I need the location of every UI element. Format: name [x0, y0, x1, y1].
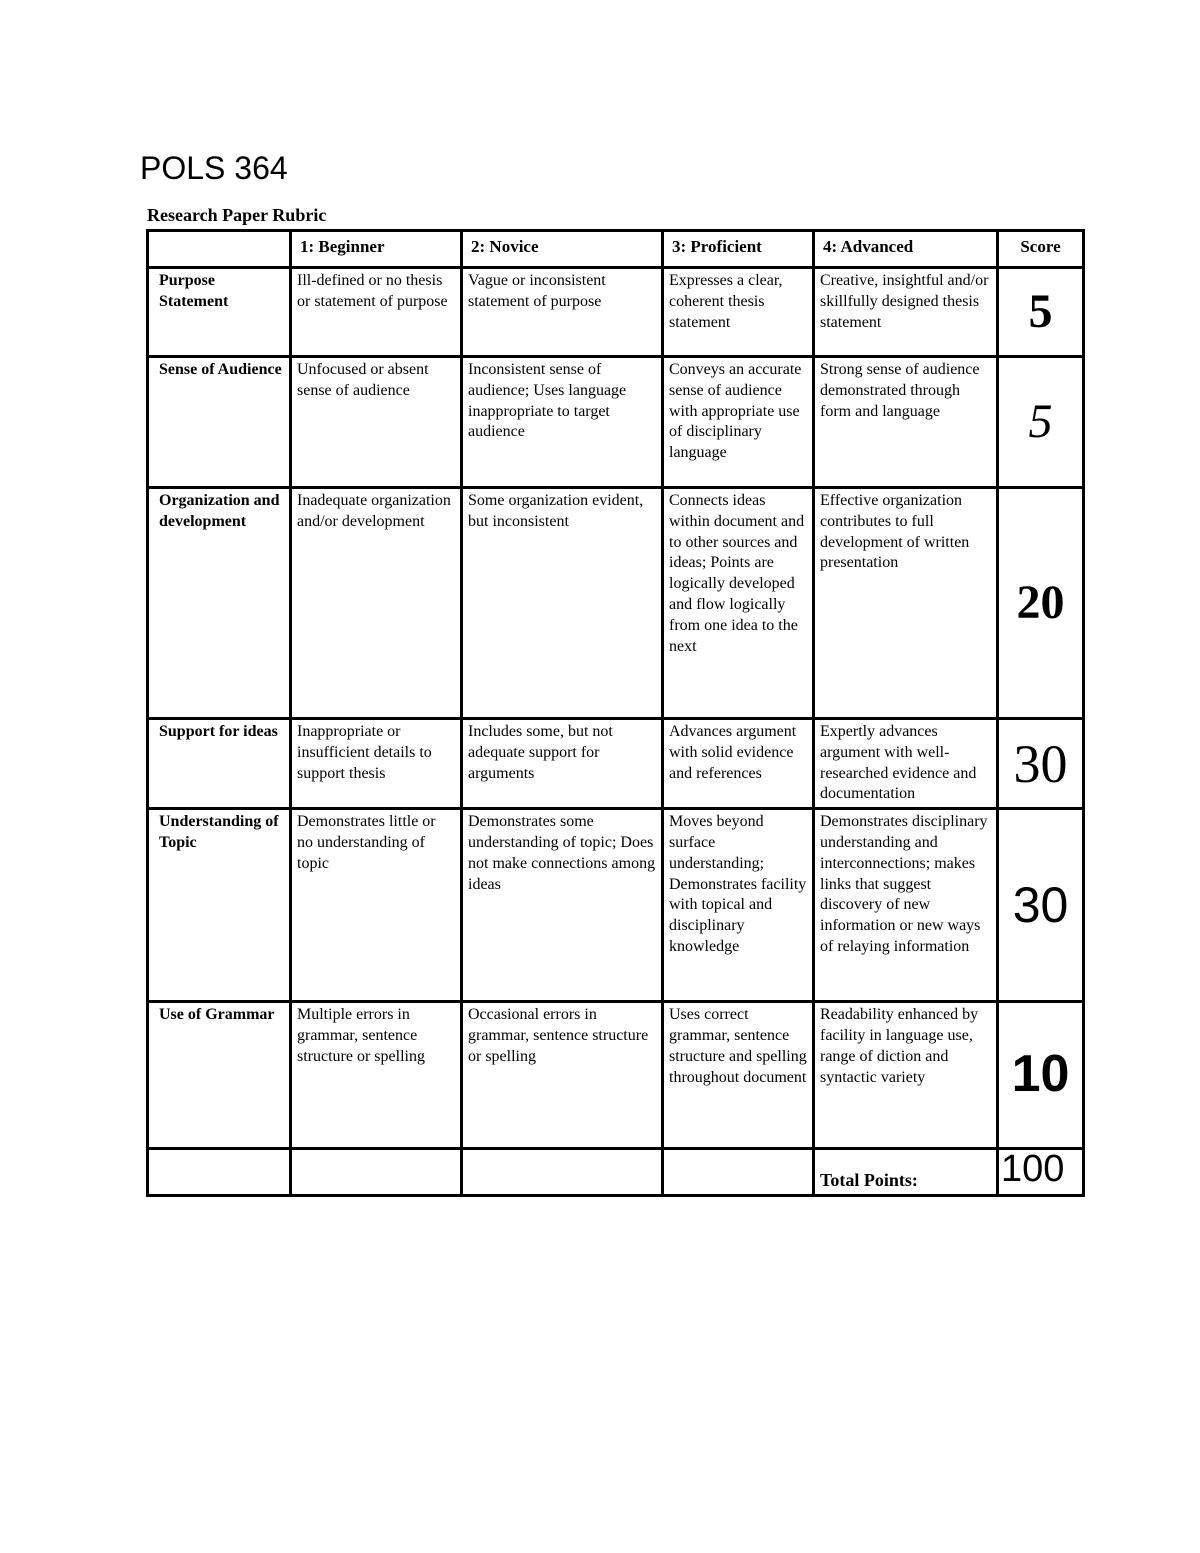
rubric-table — [146, 229, 1085, 1197]
beginner-descriptor: Unfocused or absent sense of audience — [291, 357, 462, 488]
header-score: Score — [998, 231, 1084, 268]
total-empty-cell — [663, 1149, 814, 1196]
beginner-descriptor: Inadequate organization and/or development — [291, 488, 462, 719]
novice-descriptor: Some organization evident, but inconsistent — [462, 488, 663, 719]
total-points-value: 100 — [998, 1149, 1084, 1196]
proficient-descriptor: Conveys an accurate sense of audience with appropriate use of disciplinary language — [663, 357, 814, 488]
table-row — [148, 268, 1084, 357]
score-value: 30 — [998, 809, 1084, 1002]
header-cell-empty — [148, 231, 291, 268]
document-subtitle: Research Paper Rubric — [147, 205, 327, 225]
proficient-descriptor: Uses correct grammar, sentence structure and spelling throughout document — [663, 1002, 814, 1149]
proficient-descriptor: Expresses a clear, coherent thesis statement — [663, 268, 814, 357]
novice-descriptor: Includes some, but not adequate support for arguments — [462, 719, 663, 809]
beginner-descriptor: Inappropriate or insufficient details to support thesis — [291, 719, 462, 809]
score-value: 5 — [998, 357, 1084, 488]
advanced-descriptor: Expertly advances argument with well-researched evidence and documentation — [814, 719, 998, 809]
advanced-descriptor: Creative, insightful and/or skillfully designed thesis statement — [814, 268, 998, 357]
table-row — [148, 719, 1084, 809]
criterion-label: Support for ideas — [148, 719, 291, 809]
total-empty-cell — [462, 1149, 663, 1196]
criterion-label: Use of Grammar — [148, 1002, 291, 1149]
advanced-descriptor: Effective organization contributes to full development of written presentation — [814, 488, 998, 719]
novice-descriptor: Occasional errors in grammar, sentence structure or spelling — [462, 1002, 663, 1149]
score-value: 10 — [998, 1002, 1084, 1149]
total-points-label: Total Points: — [814, 1149, 998, 1196]
beginner-descriptor: Ill-defined or no thesis or statement of purpose — [291, 268, 462, 357]
table-row — [148, 809, 1084, 1002]
total-row — [148, 1149, 1084, 1196]
table-row — [148, 488, 1084, 719]
proficient-descriptor: Moves beyond surface understanding; Demonstrates facility with topical and disciplinary knowledge — [663, 809, 814, 1002]
header-novice: 2: Novice — [462, 231, 663, 268]
novice-descriptor: Demonstrates some understanding of topic; Does not make connections among ideas — [462, 809, 663, 1002]
beginner-descriptor: Demonstrates little or no understanding of topic — [291, 809, 462, 1002]
proficient-descriptor: Connects ideas within document and to other sources and ideas; Points are logically developed and flow logically from one idea to the next — [663, 488, 814, 719]
course-title: POLS 364 — [140, 150, 288, 186]
criterion-label: Understanding of Topic — [148, 809, 291, 1002]
criterion-label: Sense of Audience — [148, 357, 291, 488]
total-empty-cell — [291, 1149, 462, 1196]
advanced-descriptor: Readability enhanced by facility in language use, range of diction and syntactic variety — [814, 1002, 998, 1149]
criterion-label: Organization and development — [148, 488, 291, 719]
score-value: 20 — [998, 488, 1084, 719]
novice-descriptor: Vague or inconsistent statement of purpose — [462, 268, 663, 357]
table-row — [148, 357, 1084, 488]
score-value: 5 — [998, 268, 1084, 357]
header-advanced: 4: Advanced — [814, 231, 998, 268]
advanced-descriptor: Demonstrates disciplinary understanding and interconnections; makes links that suggest discovery of new information or new ways of relaying information — [814, 809, 998, 1002]
header-beginner: 1: Beginner — [291, 231, 462, 268]
beginner-descriptor: Multiple errors in grammar, sentence structure or spelling — [291, 1002, 462, 1149]
rubric-header-row — [148, 231, 1084, 268]
header-proficient: 3: Proficient — [663, 231, 814, 268]
total-empty-cell — [148, 1149, 291, 1196]
score-value: 30 — [998, 719, 1084, 809]
criterion-label: Purpose Statement — [148, 268, 291, 357]
proficient-descriptor: Advances argument with solid evidence and references — [663, 719, 814, 809]
advanced-descriptor: Strong sense of audience demonstrated through form and language — [814, 357, 998, 488]
novice-descriptor: Inconsistent sense of audience; Uses language inappropriate to target audience — [462, 357, 663, 488]
table-row — [148, 1002, 1084, 1149]
